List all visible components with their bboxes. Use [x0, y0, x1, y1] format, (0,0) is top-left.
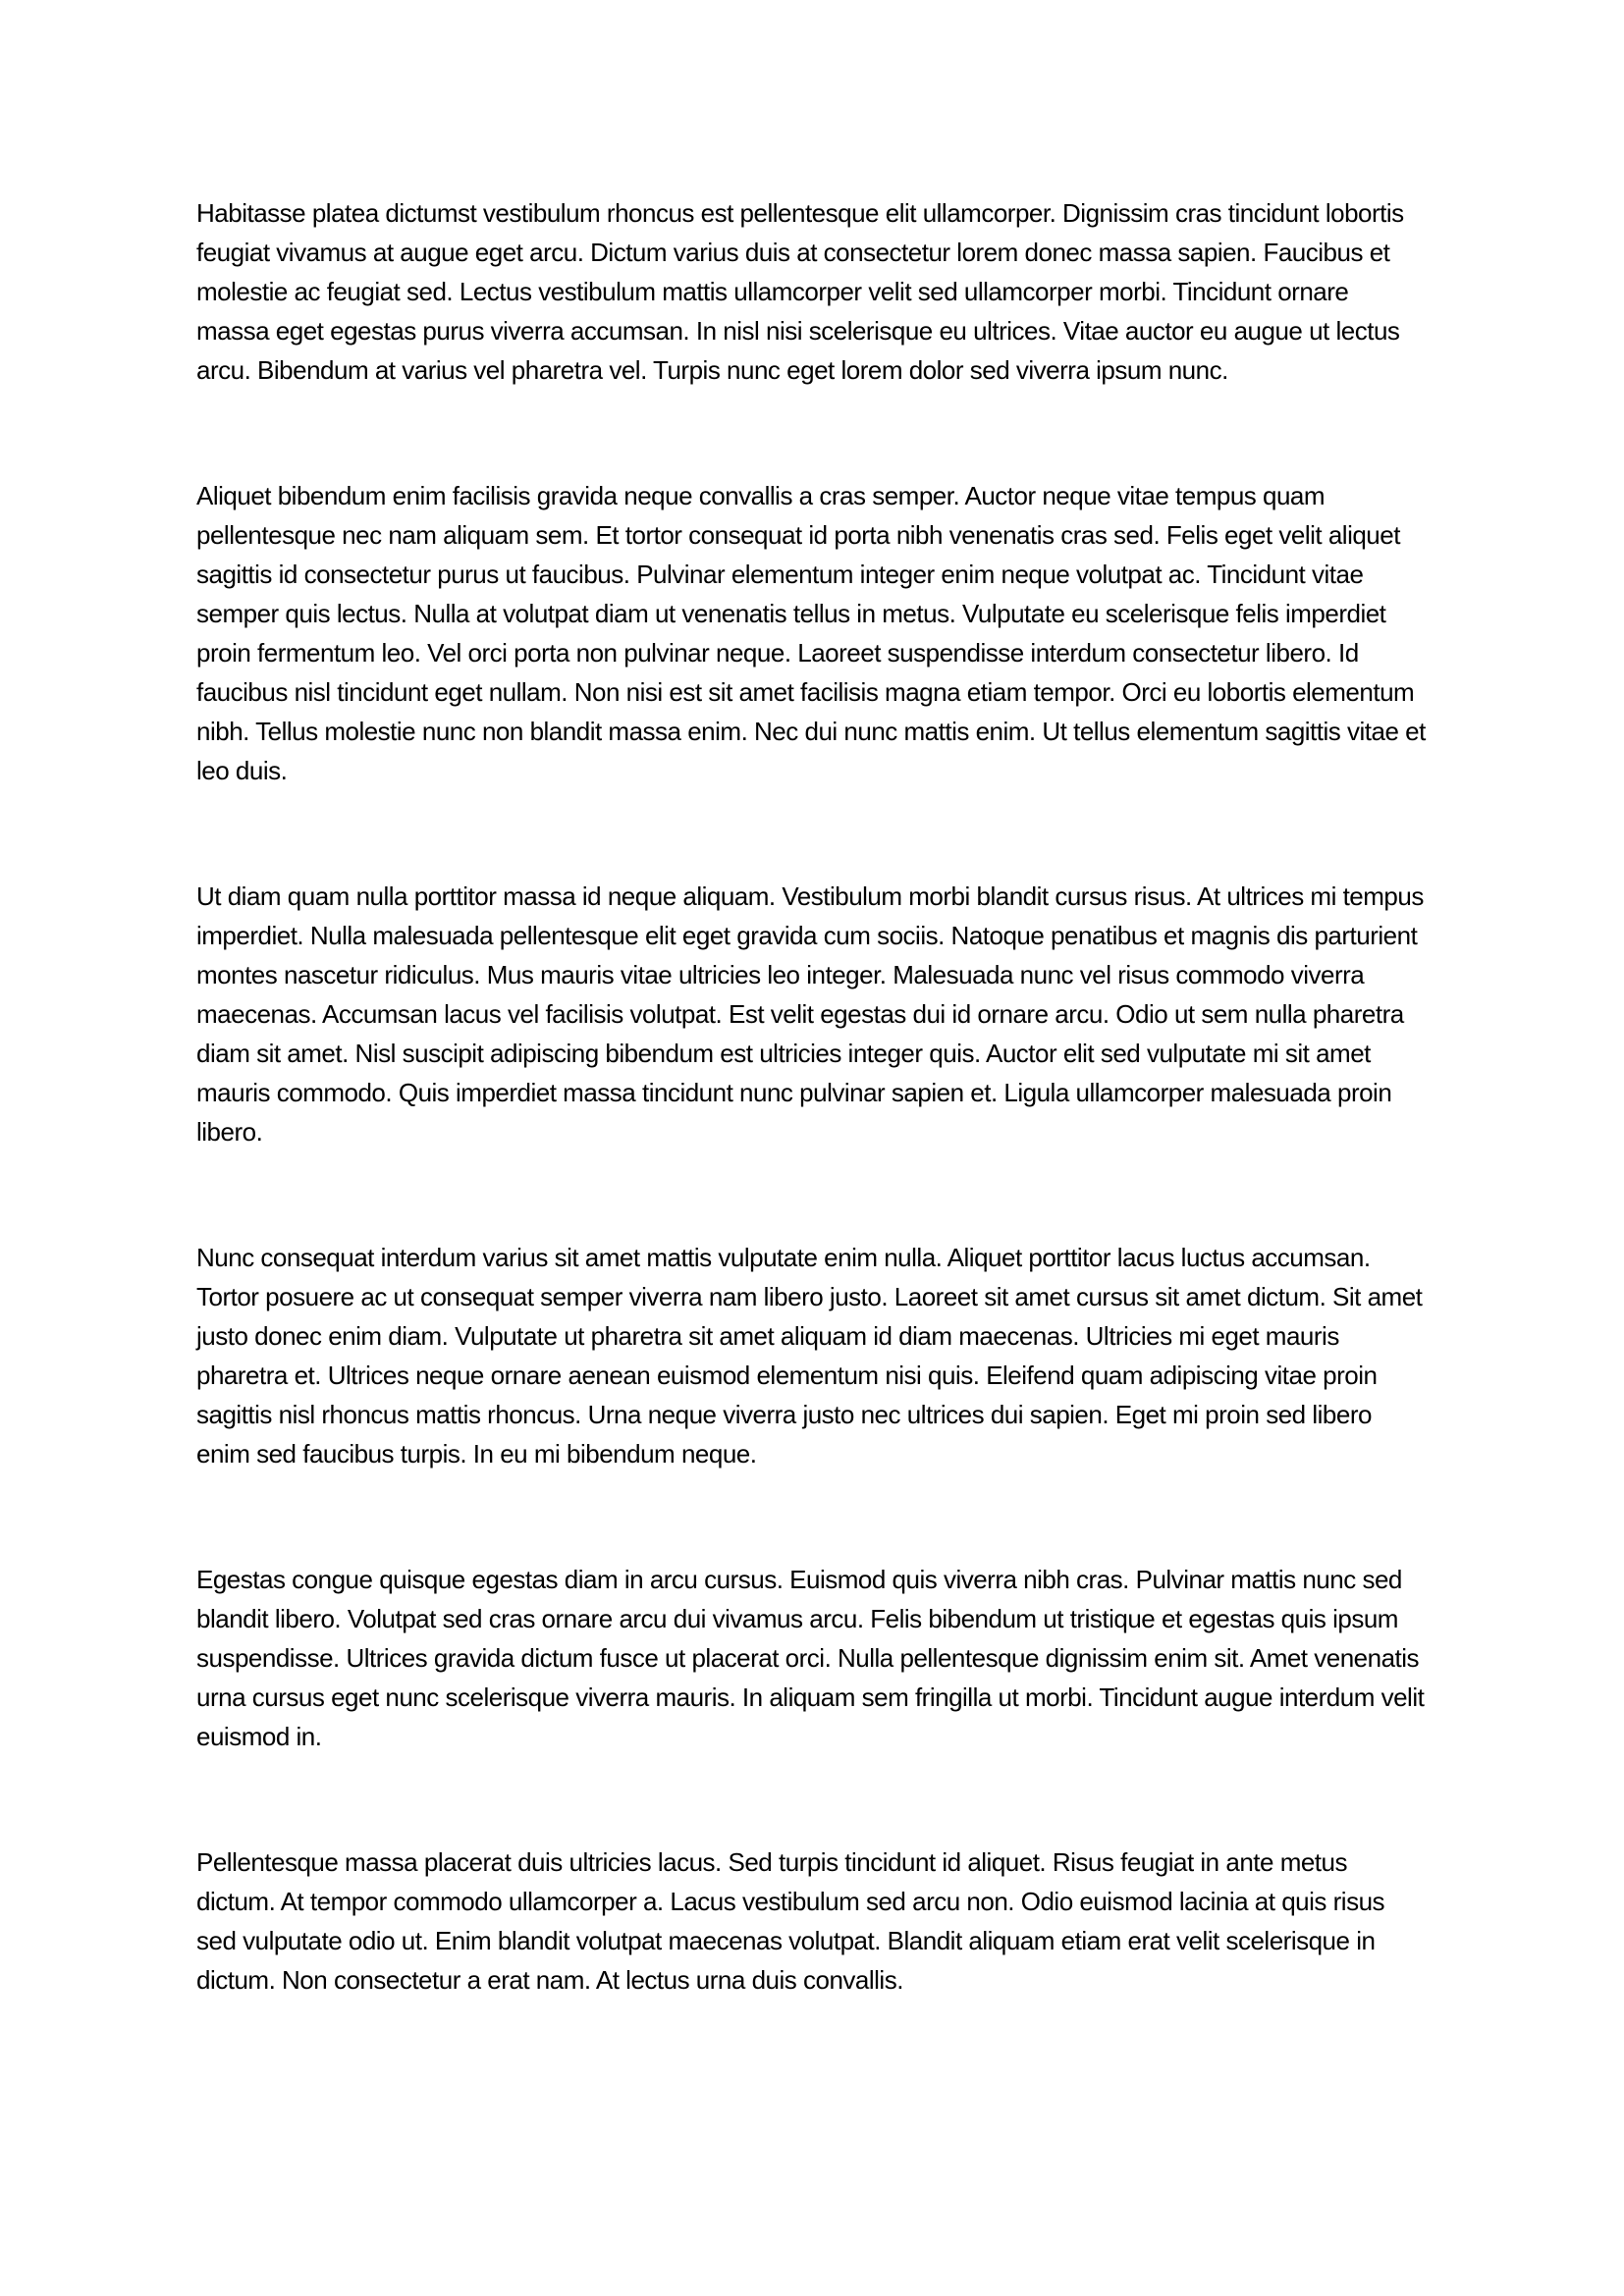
paragraph-6: Pellentesque massa placerat duis ultricies lacus. Sed turpis tincidunt id aliquet. Risus feugiat in ante metus dictum. At tempor commodo ullamcorper a. Lacus vestibulum sed arcu non. Odio euismod lacinia at quis risus sed vulputate odio ut. Enim blandit volutpat maecenas volutpat. Blandit aliquam etiam erat velit scelerisque in dictum. Non consectetur a erat nam. At lectus urna duis convallis.	[196, 1847, 1385, 1995]
paragraph-4: Nunc consequat interdum varius sit amet mattis vulputate enim nulla. Aliquet porttitor lacus luctus accumsan. Tortor posuere ac ut consequat semper viverra nam libero justo. Laoreet sit amet cursus sit amet dictum. Sit amet justo donec enim diam. Vulputate ut pharetra sit amet aliquam id diam maecenas. Ultricies mi eget mauris pharetra et. Ultrices neque ornare aenean euismod elementum nisi quis. Eleifend quam adipiscing vitae proin sagittis nisl rhoncus mattis rhoncus. Urna neque viverra justo nec ultrices dui sapien. Eget mi proin sed libero enim sed faucibus turpis. In eu mi bibendum neque.	[196, 1243, 1423, 1468]
paragraph-5: Egestas congue quisque egestas diam in arcu cursus. Euismod quis viverra nibh cras. Pulvinar mattis nunc sed blandit libero. Volutpat sed cras ornare arcu dui vivamus arcu. Felis bibendum ut tristique et egestas quis ipsum suspendisse. Ultrices gravida dictum fusce ut placerat orci. Nulla pellentesque dignissim enim sit. Amet venenatis urna cursus eget nunc scelerisque viverra mauris. In aliquam sem fringilla ut morbi. Tincidunt augue interdum velit euismod in.	[196, 1565, 1425, 1751]
paragraph-2: Aliquet bibendum enim facilisis gravida neque convallis a cras semper. Auctor neque vitae tempus quam pellentesque nec nam aliquam sem. Et tortor consequat id porta nibh venenatis cras sed. Felis eget velit aliquet sagittis id consectetur purus ut faucibus. Pulvinar elementum integer enim neque volutpat ac. Tincidunt vitae semper quis lectus. Nulla at volutpat diam ut venenatis tellus in metus. Vulputate eu scelerisque felis imperdiet proin fermentum leo. Vel orci porta non pulvinar neque. Laoreet suspendisse interdum consectetur libero. Id faucibus nisl tincidunt eget nullam. Non nisi est sit amet facilisis magna etiam tempor. Orci eu lobortis elementum nibh. Tellus molestie nunc non blandit massa enim. Nec dui nunc mattis enim. Ut tellus elementum sagittis vitae et leo duis.	[196, 481, 1426, 785]
paragraph-3: Ut diam quam nulla porttitor massa id neque aliquam. Vestibulum morbi blandit cursus risus. At ultrices mi tempus imperdiet. Nulla malesuada pellentesque elit eget gravida cum sociis. Natoque penatibus et magnis dis parturient montes nascetur ridiculus. Mus mauris vitae ultricies leo integer. Malesuada nunc vel risus commodo viverra maecenas. Accumsan lacus vel facilisis volutpat. Est velit egestas dui id ornare arcu. Odio ut sem nulla pharetra diam sit amet. Nisl suscipit adipiscing bibendum est ultricies integer quis. Auctor elit sed vulputate mi sit amet mauris commodo. Quis imperdiet massa tincidunt nunc pulvinar sapien et. Ligula ullamcorper malesuada proin libero.	[196, 881, 1424, 1147]
paragraph-1: Habitasse platea dictumst vestibulum rhoncus est pellentesque elit ullamcorper. Dignissim cras tincidunt lobortis feugiat vivamus at augue eget arcu. Dictum varius duis at consectetur lorem donec massa sapien. Faucibus et molestie ac feugiat sed. Lectus vestibulum mattis ullamcorper velit sed ullamcorper morbi. Tincidunt ornare massa eget egestas purus viverra accumsan. In nisl nisi scelerisque eu ultrices. Vitae auctor eu augue ut lectus arcu. Bibendum at varius vel pharetra vel. Turpis nunc eget lorem dolor sed viverra ipsum nunc.	[196, 198, 1404, 385]
